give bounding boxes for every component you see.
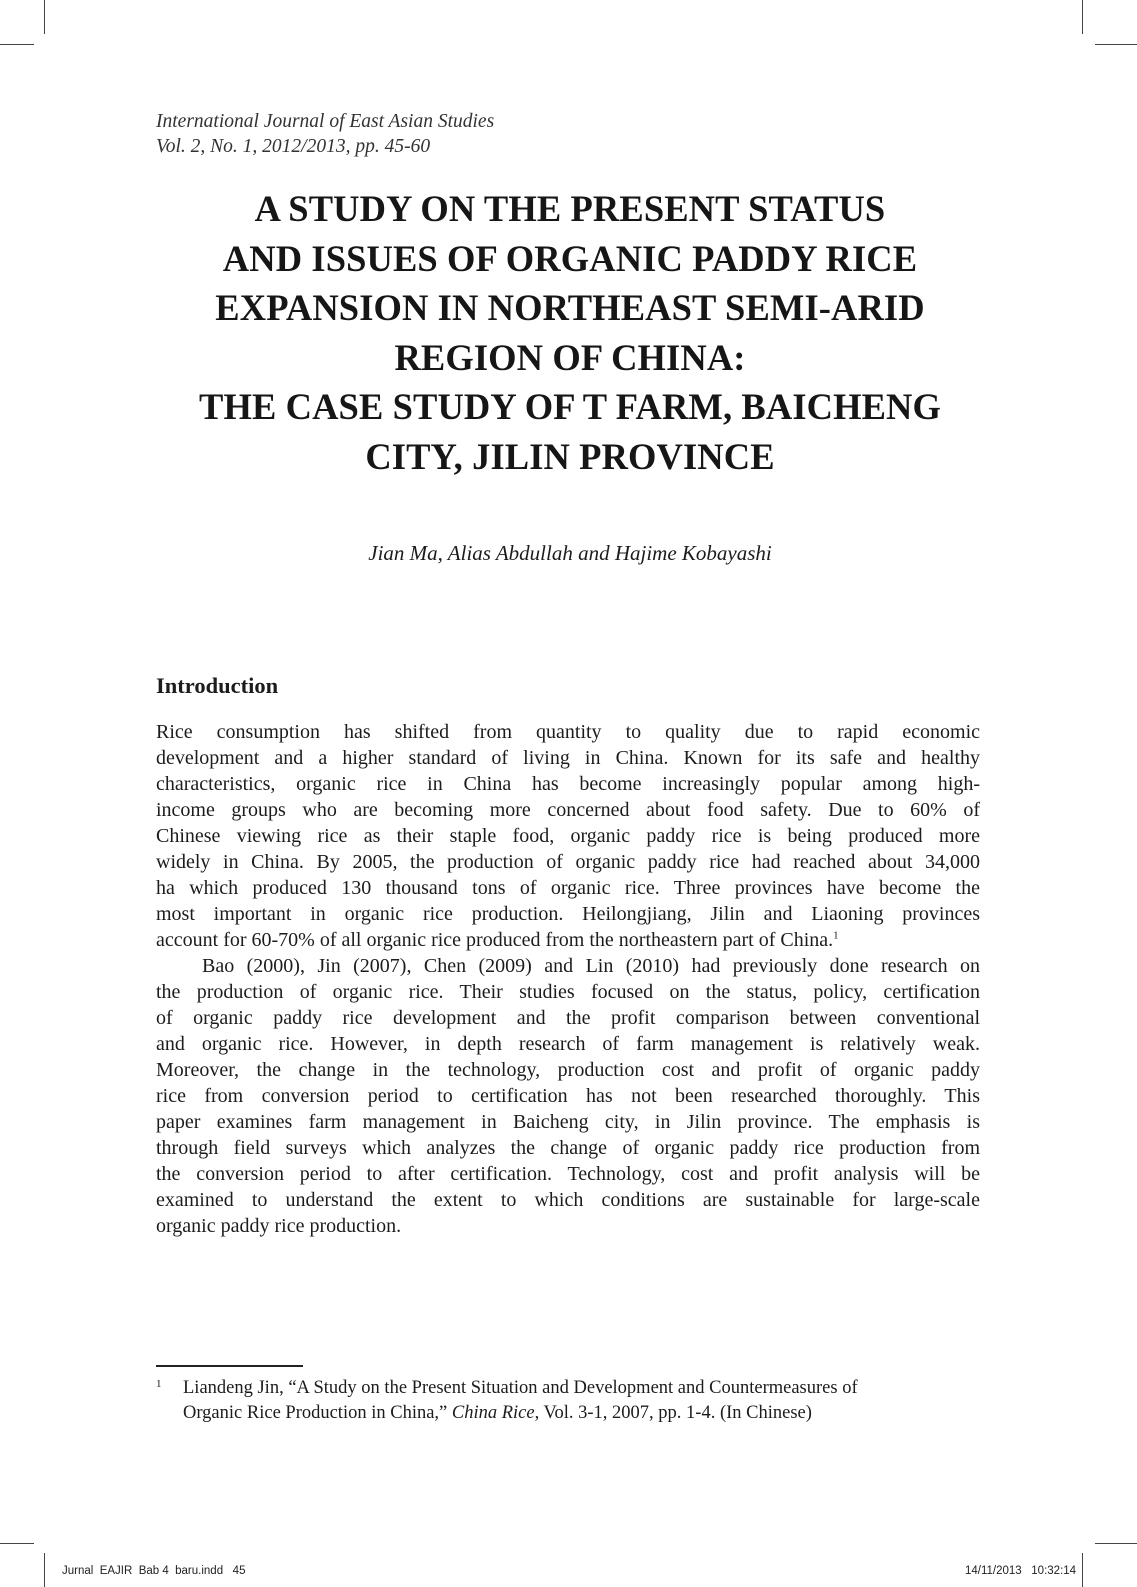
authors: Jian Ma, Alias Abdullah and Hajime Kobayashi (368, 541, 772, 565)
crop-mark (1082, 0, 1083, 34)
title-line: AND ISSUES OF ORGANIC PADDY RICE (222, 237, 918, 279)
text-line: Bao (2000), Jin (2007), Chen (2009) and Lin (2010) had previously done research on (202, 955, 980, 977)
footnote-reference[interactable]: 1 (833, 929, 839, 942)
text-line: the production of organic rice. Their studies focused on the status, policy, certification (156, 981, 980, 1003)
text-line: paper examines farm management in Baicheng city, in Jilin province. The emphasis is (156, 1111, 980, 1133)
text-line: the conversion period to after certification. Technology, cost and profit analysis will be (156, 1163, 980, 1185)
text-line: of organic paddy rice development and the profit comparison between conventional (156, 1007, 980, 1029)
text-line: characteristics, organic rice in China has become increasingly popular among high- (156, 773, 980, 795)
print-slug-datetime: 14/11/2013 10:32:14 (965, 1565, 1077, 1577)
text-span: , Vol. 3-1, 2007, pp. 1-4. (In Chinese) (534, 1403, 812, 1423)
text-line: and organic rice. However, in depth research of farm management is relatively weak. (156, 1033, 980, 1055)
text-line: Moreover, the change in the technology, production cost and profit of organic paddy (156, 1059, 980, 1081)
text-line: through field surveys which analyzes the change of organic paddy rice production from (156, 1137, 980, 1159)
paper-title (156, 184, 984, 481)
crop-mark (1095, 1543, 1137, 1544)
journal-header (156, 109, 494, 159)
text-line (156, 927, 980, 953)
crop-mark (0, 44, 34, 45)
title-line: A STUDY ON THE PRESENT STATUS (254, 188, 886, 229)
crop-mark (1082, 1553, 1083, 1587)
text-line: most important in organic rice production. Heilongjiang, Jilin and Liaoning provinces (156, 903, 980, 925)
footnote-divider (156, 1365, 303, 1367)
crop-mark (44, 1553, 45, 1587)
text-line: ha which produced 130 thousand tons of organic rice. Three provinces have become the (156, 877, 980, 899)
footnote-number: 1 (156, 1378, 162, 1390)
text-line: organic paddy rice production. (156, 1215, 402, 1237)
body-text (156, 719, 980, 1239)
text-line: examined to understand the extent to which conditions are sustainable for large-scale (156, 1189, 980, 1211)
text-line: Rice consumption has shifted from quantity to quality due to rapid economic (156, 721, 980, 743)
paragraph (156, 953, 980, 1239)
crop-mark (0, 1543, 34, 1544)
journal-volume: Vol. 2, No. 1, 2012/2013, pp. 45-60 (156, 136, 431, 157)
text-line: development and a higher standard of living in China. Known for its safe and healthy (156, 747, 980, 769)
text-span: account for 60-70% of all organic rice produced from the northeastern part of China. (156, 929, 834, 951)
text-line: income groups who are becoming more concerned about food safety. Due to 60% of (156, 799, 980, 821)
text-line: rice from conversion period to certification has not been researched thoroughly. This (156, 1085, 980, 1107)
crop-mark (44, 0, 45, 34)
journal-name: International Journal of East Asian Studies (156, 111, 495, 132)
title-line: REGION OF CHINA: (394, 336, 746, 378)
section-heading: Introduction (156, 673, 279, 698)
footnote-line (156, 1401, 980, 1426)
paragraph (156, 719, 980, 953)
title-line: CITY, JILIN PROVINCE (365, 435, 775, 477)
footnote-line: Liandeng Jin, “A Study on the Present Situation and Development and Countermeasures of (183, 1378, 858, 1398)
crop-mark (1095, 44, 1137, 45)
journal-title: China Rice (451, 1403, 535, 1423)
footnote (156, 1376, 980, 1426)
title-line: EXPANSION IN NORTHEAST SEMI-ARID (215, 287, 925, 328)
title-line: THE CASE STUDY OF T FARM, BAICHENG (199, 386, 941, 427)
print-slug-filename: Jurnal EAJIR Bab 4 baru.indd 45 (62, 1565, 246, 1577)
text-line: widely in China. By 2005, the production of organic paddy rice had reached about 34,000 (156, 851, 980, 873)
text-span: Organic Rice Production in China,” (183, 1403, 452, 1423)
text-line: Chinese viewing rice as their staple food, organic paddy rice is being produced more (156, 825, 980, 847)
